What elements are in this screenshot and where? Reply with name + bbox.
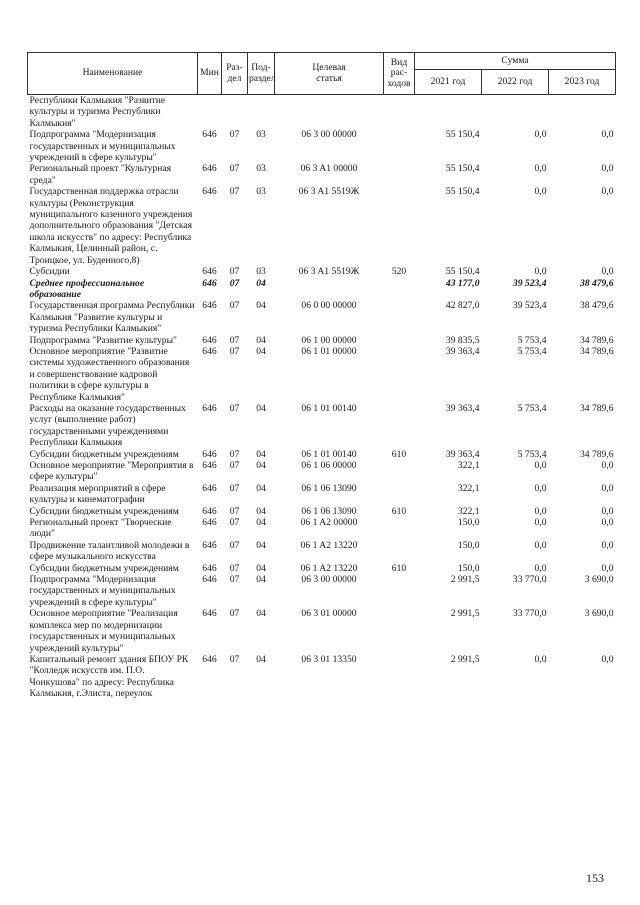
row-min — [198, 95, 222, 130]
row-podrazdel: 04 — [256, 345, 266, 357]
header-name: Наименование — [28, 53, 198, 95]
row-sum-2023: 0,0 — [601, 517, 614, 529]
row-sum-2021: 2 991,5 — [450, 574, 480, 586]
row-podrazdel: 04 — [256, 539, 266, 551]
row-vid: 610 — [391, 448, 407, 460]
row-min: 646 — [202, 266, 217, 278]
row-min: 646 — [202, 300, 217, 312]
row-sum-2023: 34 789,6 — [579, 334, 614, 346]
row-name: Республики Калмыкия "Развитие культуры и туризма Республики Калмыкия" — [29, 95, 166, 129]
row-sum-2022: 5 753,4 — [517, 334, 547, 346]
row-min: 646 — [202, 163, 217, 175]
table-row — [28, 563, 616, 574]
row-sum-2021: 322,1 — [457, 505, 480, 517]
row-podrazdel: 04 — [256, 517, 266, 529]
row-razdel: 07 — [229, 402, 240, 414]
header-target: Целевая статья — [275, 53, 384, 95]
row-sum-2021: 2 991,5 — [450, 608, 480, 620]
row-podrazdel: 03 — [256, 186, 266, 198]
row-podrazdel: 04 — [256, 460, 266, 471]
row-sum-2021: 43 177,0 — [445, 277, 480, 289]
row-target: 06 1 06 13090 — [301, 482, 357, 494]
row-vid — [384, 403, 415, 449]
row-sum-2021: 39 835,5 — [445, 334, 480, 346]
row-sum-2022: 0,0 — [534, 517, 547, 529]
row-razdel: 07 — [229, 562, 240, 574]
row-target — [275, 95, 384, 130]
row-razdel: 07 — [229, 517, 240, 529]
row-target: 06 1 A2 13220 — [300, 562, 358, 574]
row-razdel: 07 — [229, 345, 240, 357]
row-sum-2023 — [549, 95, 616, 130]
row-razdel: 07 — [229, 266, 240, 278]
table-row — [28, 540, 616, 563]
table-row — [28, 163, 616, 186]
row-sum-2022: 0,0 — [534, 266, 547, 278]
row-min: 646 — [202, 129, 217, 141]
row-sum-2021: 55 150,4 — [445, 163, 480, 175]
table-row — [28, 517, 616, 540]
table-row — [28, 506, 616, 517]
row-vid: 610 — [391, 562, 407, 574]
row-podrazdel: 04 — [256, 300, 266, 312]
row-min: 646 — [202, 482, 217, 494]
table-row — [28, 335, 616, 346]
row-target: 06 1 01 00140 — [301, 402, 357, 414]
row-min: 646 — [202, 402, 217, 414]
row-min: 646 — [202, 608, 217, 620]
row-razdel: 07 — [229, 186, 240, 198]
row-target: 06 3 01 00000 — [301, 608, 357, 620]
row-vid — [384, 129, 415, 163]
row-sum-2021: 39 363,4 — [445, 448, 480, 460]
row-vid — [384, 540, 415, 563]
row-sum-2021: 2 991,5 — [450, 653, 480, 665]
row-podrazdel: 04 — [256, 482, 266, 494]
row-min: 646 — [202, 653, 217, 665]
row-sum-2023: 0,0 — [601, 460, 614, 471]
row-target: 06 3 00 00000 — [301, 129, 357, 141]
row-name: Государственная программа Республики Калмыкия "Развитие культуры и туризма Республики Калмыкия" — [29, 300, 195, 335]
row-vid — [384, 163, 415, 186]
row-vid — [384, 460, 415, 483]
row-name: Субсидии бюджетным учреждениям — [29, 562, 179, 574]
page-number: 153 — [586, 871, 604, 885]
row-razdel: 07 — [229, 460, 240, 471]
row-name: Подпрограмма "Модернизация государственных и муниципальных учреждений в сфере культуры" — [29, 574, 176, 608]
header-summa: Сумма — [415, 53, 616, 70]
row-sum-2023: 3 690,0 — [584, 608, 614, 620]
row-sum-2023: 0,0 — [601, 163, 614, 175]
row-name: Среднее профессиональное образование — [29, 277, 145, 300]
row-sum-2023: 38 479,6 — [579, 277, 614, 289]
row-name: Подпрограмма "Модернизация государственных и муниципальных учреждений в сфере культуры" — [29, 129, 176, 164]
header-2021: 2021 год — [415, 70, 482, 95]
row-target: 06 1 06 00000 — [301, 460, 357, 471]
header-2022: 2022 год — [482, 70, 549, 95]
row-sum-2022: 33 770,0 — [512, 608, 547, 620]
row-podrazdel: 04 — [256, 402, 266, 414]
row-podrazdel: 04 — [256, 334, 266, 346]
row-name: Реализация мероприятий в сфере культуры и кинематографии — [29, 482, 166, 506]
header-2023: 2023 год — [549, 70, 616, 95]
row-razdel: 07 — [229, 129, 240, 141]
row-min: 646 — [202, 574, 217, 586]
budget-table — [27, 52, 616, 700]
row-sum-2023: 34 789,6 — [579, 448, 614, 460]
row-name: Основное мероприятие "Мероприятия в сфере культуры" — [29, 460, 194, 483]
row-sum-2022: 0,0 — [534, 562, 547, 574]
row-vid — [384, 186, 415, 266]
row-sum-2021: 322,1 — [457, 460, 480, 471]
row-podrazdel: 04 — [256, 653, 266, 665]
row-razdel: 07 — [229, 448, 240, 460]
row-name: Подпрограмма "Развитие культуры" — [29, 334, 177, 346]
row-vid — [384, 335, 415, 346]
row-razdel: 07 — [229, 505, 240, 517]
row-target: 06 1 00 00000 — [301, 334, 357, 346]
row-sum-2022: 0,0 — [534, 129, 547, 141]
row-sum-2023: 0,0 — [601, 129, 614, 141]
row-target — [275, 278, 384, 301]
row-min: 646 — [202, 277, 217, 289]
row-target: 06 1 01 00000 — [301, 345, 357, 357]
row-min: 646 — [202, 334, 217, 346]
table-row — [28, 266, 616, 277]
row-vid — [384, 574, 415, 608]
row-name: Продвижение талантливой молодежи в сфере музыкального искусства — [29, 539, 190, 563]
row-razdel: 07 — [229, 334, 240, 346]
row-sum-2022: 39 523,4 — [512, 277, 547, 289]
table-row — [28, 403, 616, 449]
row-name: Капитальный ремонт здания БПОУ РК "Колледж искусств им. П.О. Чонкушова" по адресу: Республика Калмыкия, г.Элиста, переулок — [29, 653, 189, 700]
table-header — [28, 53, 616, 95]
header-podrazdel: Под- раздел — [248, 53, 275, 95]
row-sum-2022: 0,0 — [534, 505, 547, 517]
row-min: 646 — [202, 562, 217, 574]
row-sum-2022: 0,0 — [534, 653, 547, 665]
row-sum-2023: 0,0 — [601, 562, 614, 574]
row-sum-2021: 55 150,4 — [445, 266, 480, 278]
table-row — [28, 574, 616, 608]
row-min: 646 — [202, 505, 217, 517]
row-sum-2022: 0,0 — [534, 539, 547, 551]
row-target: 06 1 A2 13220 — [300, 539, 358, 551]
row-vid — [384, 300, 415, 334]
row-name: Основное мероприятие "Развитие системы художественного образования и совершенствование кадровой политики в сфере культуры в Республике Калмыкия" — [29, 345, 190, 403]
row-podrazdel: 04 — [256, 562, 266, 574]
row-name: Региональный проект "Творческие люди" — [29, 517, 172, 540]
row-podrazdel: 04 — [256, 448, 266, 460]
row-target: 06 3 01 13350 — [301, 653, 357, 665]
row-min: 646 — [202, 539, 217, 551]
row-sum-2023: 0,0 — [601, 482, 614, 494]
row-target: 06 3 A1 5519Ж — [298, 266, 360, 278]
row-podrazdel: 04 — [256, 574, 266, 586]
row-razdel: 07 — [229, 608, 240, 620]
row-min: 646 — [202, 517, 217, 529]
row-sum-2021: 150,0 — [457, 539, 480, 551]
row-sum-2021: 39 363,4 — [445, 345, 480, 357]
row-sum-2021 — [415, 95, 482, 130]
row-razdel: 07 — [229, 300, 240, 312]
row-razdel: 07 — [229, 653, 240, 665]
row-vid — [384, 517, 415, 540]
row-target: 06 0 00 00000 — [301, 300, 357, 312]
row-name: Субсидии бюджетным учреждениям — [29, 448, 179, 460]
row-vid: 520 — [391, 266, 407, 278]
row-sum-2023: 34 789,6 — [579, 345, 614, 357]
row-sum-2021: 322,1 — [457, 482, 480, 494]
row-vid — [384, 278, 415, 301]
row-sum-2022: 33 770,0 — [512, 574, 547, 586]
table-row — [28, 654, 616, 700]
row-sum-2023: 34 789,6 — [579, 402, 614, 414]
row-vid — [384, 654, 415, 700]
row-razdel: 07 — [229, 539, 240, 551]
row-sum-2022: 0,0 — [534, 482, 547, 494]
table-row — [28, 278, 616, 301]
row-sum-2023: 0,0 — [601, 539, 614, 551]
row-podrazdel — [248, 95, 275, 130]
row-sum-2022: 5 753,4 — [517, 448, 547, 460]
row-target: 06 3 A1 5519Ж — [298, 186, 360, 198]
row-min: 646 — [202, 448, 217, 460]
row-min: 646 — [202, 186, 217, 198]
row-target: 06 3 A1 00000 — [300, 163, 358, 175]
row-podrazdel: 04 — [256, 277, 266, 289]
row-sum-2023: 0,0 — [601, 186, 614, 198]
table-row — [28, 346, 616, 403]
table-row — [28, 300, 616, 334]
row-podrazdel: 03 — [256, 266, 266, 278]
table-row — [28, 186, 616, 266]
row-target: 06 3 00 00000 — [301, 574, 357, 586]
row-min: 646 — [202, 345, 217, 357]
table-row — [28, 95, 616, 130]
row-name: Субсидии бюджетным учреждениям — [29, 505, 179, 517]
row-sum-2021: 55 150,4 — [445, 186, 480, 198]
row-razdel: 07 — [229, 163, 240, 175]
table-row — [28, 483, 616, 506]
row-razdel: 07 — [229, 277, 240, 289]
row-podrazdel: 04 — [256, 608, 266, 620]
row-sum-2021: 55 150,4 — [445, 129, 480, 141]
row-sum-2021: 42 827,0 — [445, 300, 480, 312]
table-row — [28, 449, 616, 460]
row-sum-2022 — [482, 95, 549, 130]
row-sum-2022: 5 753,4 — [517, 402, 547, 414]
table-row — [28, 608, 616, 654]
row-sum-2021: 150,0 — [457, 562, 480, 574]
row-podrazdel: 03 — [256, 129, 266, 141]
row-razdel: 07 — [229, 482, 240, 494]
row-vid — [384, 95, 415, 130]
header-vid: Вид рас- ходов — [384, 53, 415, 95]
row-vid — [384, 608, 415, 654]
row-sum-2022: 5 753,4 — [517, 345, 547, 357]
row-min: 646 — [202, 460, 217, 471]
row-podrazdel: 04 — [256, 505, 266, 517]
row-name: Региональный проект "Культурная среда" — [29, 163, 172, 186]
row-sum-2022: 0,0 — [534, 163, 547, 175]
row-sum-2023: 0,0 — [601, 653, 614, 665]
row-sum-2022: 39 523,4 — [512, 300, 547, 312]
row-name: Субсидии — [29, 266, 70, 278]
row-sum-2023: 38 479,6 — [579, 300, 614, 312]
row-vid — [384, 483, 415, 506]
row-podrazdel: 03 — [256, 163, 266, 175]
row-name: Расходы на оказание государственных услуг (выполнение работ) государственными учреждениями Республики Калмыкия — [29, 402, 186, 449]
table-body — [28, 95, 616, 700]
row-name: Государственная поддержка отрасли культуры (Реконструкция муниципального казенного учреждения дополнительного образования "Детская школа искусств" по адресу: Республика Калмыкия, Целинный район, с. Троицкое, ул. Буденного,8) — [29, 186, 193, 266]
row-sum-2022: 0,0 — [534, 460, 547, 471]
row-razdel: 07 — [229, 574, 240, 586]
row-vid: 610 — [391, 505, 407, 517]
row-sum-2023: 0,0 — [601, 505, 614, 517]
row-sum-2021: 150,0 — [457, 517, 480, 529]
row-sum-2021: 39 363,4 — [445, 402, 480, 414]
row-vid — [384, 346, 415, 403]
table-row — [28, 129, 616, 163]
row-razdel — [222, 95, 248, 130]
row-target: 06 1 01 00140 — [301, 448, 357, 460]
table-row — [28, 460, 616, 483]
row-sum-2023: 0,0 — [601, 266, 614, 278]
row-target: 06 1 A2 00000 — [300, 517, 358, 529]
row-sum-2023: 3 690,0 — [584, 574, 614, 586]
header-min: Мин — [198, 53, 222, 95]
row-name: Основное мероприятие "Реализация комплекса мер по модернизации государственных и муниципальных учреждений культуры" — [29, 608, 178, 654]
header-razdel: Раз- дел — [222, 53, 248, 95]
row-target: 06 1 06 13090 — [301, 505, 357, 517]
row-sum-2022: 0,0 — [534, 186, 547, 198]
